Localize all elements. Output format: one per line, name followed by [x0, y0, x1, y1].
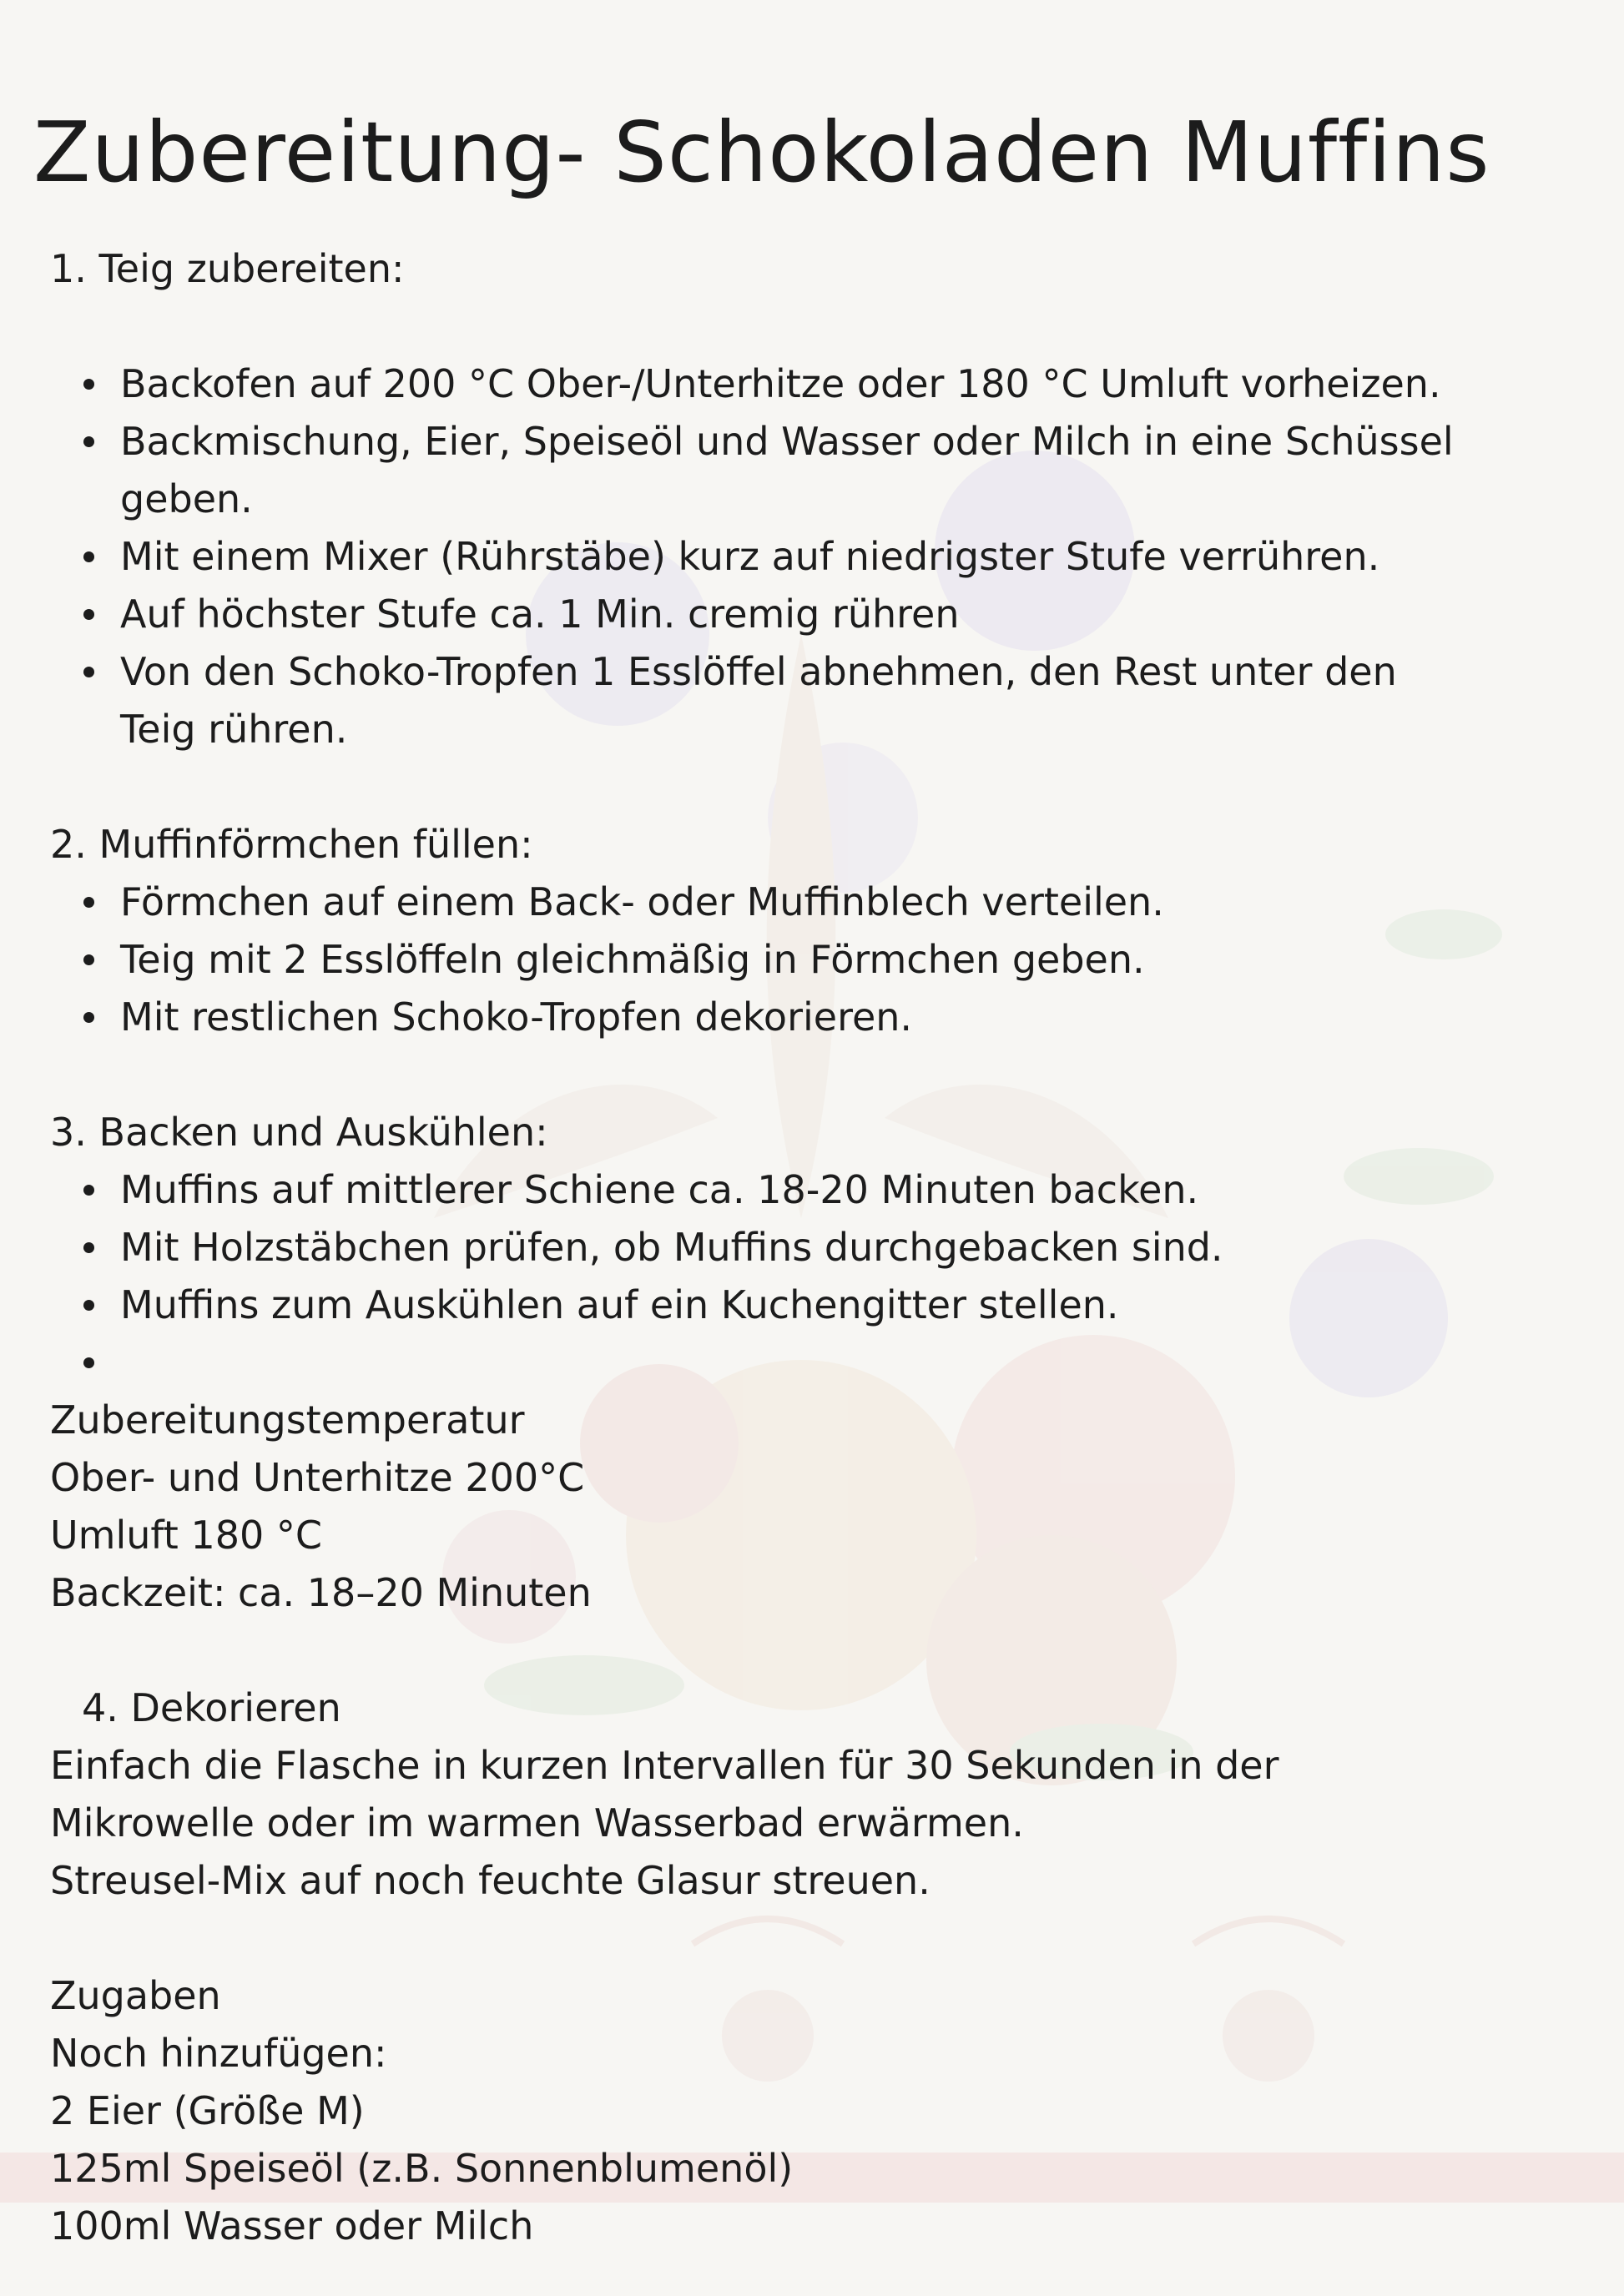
spacer	[50, 1046, 1586, 1104]
steps-list-fuellen	[50, 874, 1586, 1046]
spacer	[50, 1622, 1586, 1679]
steps-list-backen	[50, 1161, 1586, 1392]
temperature-line: Backzeit: ca. 18–20 Minuten	[50, 1570, 592, 1615]
recipe-content	[50, 240, 1586, 2255]
section-title: Dekorieren	[130, 1685, 341, 1730]
list-item-continuation: Teig rühren.	[120, 707, 348, 752]
decoration-line: Mikrowelle oder im warmen Wasserbad erwärmen.	[50, 1800, 1024, 1845]
list-item: Muffins auf mittlerer Schiene ca. 18-20 Minuten backen.	[50, 1161, 1586, 1219]
temperature-line: Umluft 180 °C	[50, 1513, 322, 1558]
list-item: Mit einem Mixer (Rührstäbe) kurz auf niedrigster Stufe verrühren.	[50, 528, 1586, 586]
list-item-continuation: geben.	[120, 476, 253, 521]
list-item: Mit restlichen Schoko-Tropfen dekorieren.	[50, 989, 1586, 1046]
list-item: Muffins zum Auskühlen auf ein Kuchengitter stellen.	[50, 1276, 1586, 1334]
zugaben-heading: Zugaben	[50, 1973, 221, 2018]
list-item-empty	[50, 1334, 1586, 1392]
list-item: Backofen auf 200 °C Ober-/Unterhitze oder 180 °C Umluft vorheizen.	[50, 355, 1586, 413]
section-heading-fuellen: 2. Muffinförmchen füllen:	[50, 822, 533, 867]
section-heading-dekorieren	[50, 1679, 1586, 1737]
list-item: Auf höchster Stufe ca. 1 Min. cremig rühren	[50, 586, 1586, 643]
steps-list-teig	[50, 355, 1586, 758]
spacer	[50, 1910, 1586, 1967]
temperature-heading: Zubereitungstemperatur	[50, 1397, 525, 1443]
list-item: Backmischung, Eier, Speiseöl und Wasser oder Milch in eine Schüssel	[50, 413, 1586, 471]
zugaben-line: 100ml Wasser oder Milch	[50, 2203, 534, 2248]
list-item: Von den Schoko-Tropfen 1 Esslöffel abnehmen, den Rest unter den	[50, 643, 1586, 701]
list-item: Mit Holzstäbchen prüfen, ob Muffins durchgebacken sind.	[50, 1219, 1586, 1276]
zugaben-line: Noch hinzufügen:	[50, 2031, 387, 2076]
temperature-line: Ober- und Unterhitze 200°C	[50, 1455, 585, 1500]
section-number: 4.	[82, 1685, 119, 1730]
list-item: Förmchen auf einem Back- oder Muffinblech verteilen.	[50, 874, 1586, 931]
decoration-line: Einfach die Flasche in kurzen Intervallen für 30 Sekunden in der	[50, 1743, 1279, 1788]
list-item: Teig mit 2 Esslöffeln gleichmäßig in Förmchen geben.	[50, 931, 1586, 989]
section-heading-backen: 3. Backen und Auskühlen:	[50, 1110, 548, 1155]
page-title: Zubereitung- Schokoladen Muffins	[33, 103, 1490, 201]
spacer	[50, 758, 1586, 816]
section-heading-teig: 1. Teig zubereiten:	[50, 246, 405, 291]
decoration-line: Streusel-Mix auf noch feuchte Glasur streuen.	[50, 1858, 931, 1903]
zugaben-line: 2 Eier (Größe M)	[50, 2088, 365, 2133]
spacer	[50, 298, 1586, 355]
zugaben-line: 125ml Speiseöl (z.B. Sonnenblumenöl)	[50, 2146, 794, 2191]
